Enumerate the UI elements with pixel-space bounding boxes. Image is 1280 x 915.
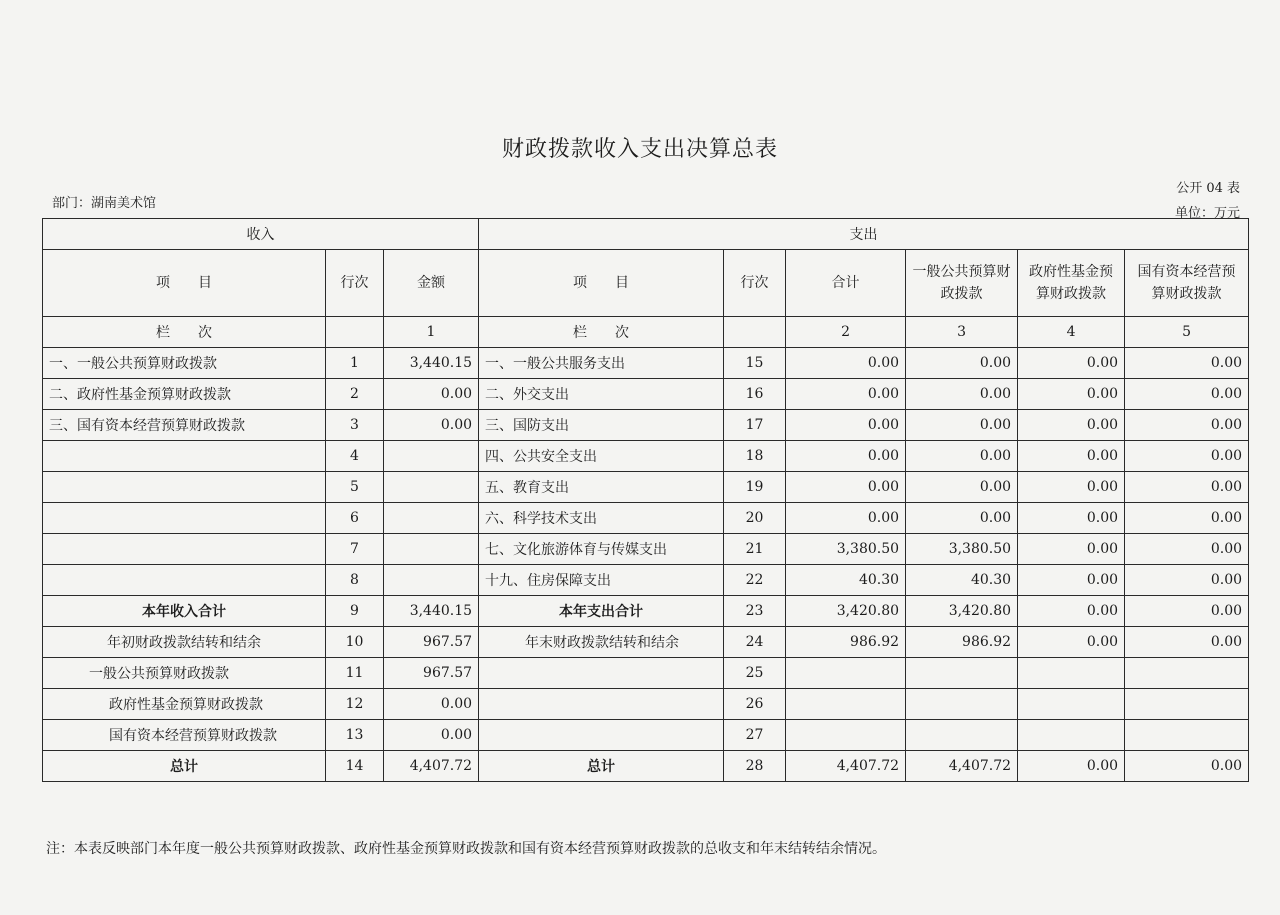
income-row-no: 4: [326, 441, 384, 472]
income-item: [43, 441, 326, 472]
fund-budget-value: 0.00: [1018, 379, 1125, 410]
income-item: 三、国有资本经营预算财政拨款: [43, 410, 326, 441]
expense-lanci-label: 栏 次: [479, 317, 724, 348]
fund-budget-value: 0.00: [1018, 565, 1125, 596]
expense-item: [479, 689, 724, 720]
expense-row-no: 27: [724, 720, 786, 751]
expense-row-no: 17: [724, 410, 786, 441]
expense-item: 年末财政拨款结转和结余: [479, 627, 724, 658]
expense-total: 0.00: [786, 348, 906, 379]
footnote: 注：本表反映部门本年度一般公共预算财政拨款、政府性基金预算财政拨款和国有资本经营预算财政拨款的总收支和年末结转结余情况。: [46, 841, 886, 857]
general-budget-value: 0.00: [906, 441, 1018, 472]
general-budget-value: [906, 720, 1018, 751]
fund-budget-value: 0.00: [1018, 534, 1125, 565]
general-budget-value: 0.00: [906, 503, 1018, 534]
expense-total: 3,420.80: [786, 596, 906, 627]
income-item: 二、政府性基金预算财政拨款: [43, 379, 326, 410]
expense-row-no: 24: [724, 627, 786, 658]
income-item: 本年收入合计: [43, 596, 326, 627]
state-capital-value: 0.00: [1125, 751, 1249, 782]
expense-row-no: 28: [724, 751, 786, 782]
general-budget-value: 0.00: [906, 472, 1018, 503]
table-row: [43, 689, 1249, 720]
state-capital-value: [1125, 720, 1249, 751]
expense-item: 五、教育支出: [479, 472, 724, 503]
general-budget-value: 0.00: [906, 379, 1018, 410]
income-row-no: 8: [326, 565, 384, 596]
expense-total: 986.92: [786, 627, 906, 658]
income-item: 政府性基金预算财政拨款: [43, 689, 326, 720]
table-row: [43, 720, 1249, 751]
table-row: [43, 379, 1249, 410]
table-row: [43, 596, 1249, 627]
income-amount: 3,440.15: [384, 348, 479, 379]
income-row-no: 1: [326, 348, 384, 379]
table-row: [43, 658, 1249, 689]
expense-section-header: 支出: [479, 219, 1249, 250]
expense-item: 六、科学技术支出: [479, 503, 724, 534]
expense-total: 3,380.50: [786, 534, 906, 565]
expense-row-no: 21: [724, 534, 786, 565]
income-lanci-label: 栏 次: [43, 317, 326, 348]
expense-row-no: 15: [724, 348, 786, 379]
document-title: 财政拨款收入支出决算总表: [501, 137, 778, 162]
state-capital-value: 0.00: [1125, 410, 1249, 441]
fund-budget-value: [1018, 689, 1125, 720]
income-item: 总计: [43, 751, 326, 782]
general-budget-value: 4,407.72: [906, 751, 1018, 782]
expense-item-header: 项 目: [479, 250, 724, 317]
fund-budget-value: 0.00: [1018, 751, 1125, 782]
col-index-4: 4: [1018, 317, 1125, 348]
fund-budget-header: 政府性基金预算财政拨款: [1018, 250, 1125, 317]
expense-row-no: 16: [724, 379, 786, 410]
form-number: 公开 04 表: [1176, 181, 1240, 196]
income-item: [43, 503, 326, 534]
fund-budget-value: 0.00: [1018, 472, 1125, 503]
col-index-5: 5: [1125, 317, 1249, 348]
income-item: 一般公共预算财政拨款: [43, 658, 326, 689]
general-budget-value: [906, 689, 1018, 720]
expense-row-no: 20: [724, 503, 786, 534]
income-row-no: 9: [326, 596, 384, 627]
expense-total-header: 合计: [786, 250, 906, 317]
expense-total: 0.00: [786, 441, 906, 472]
income-amount: [384, 534, 479, 565]
expense-item: 十九、住房保障支出: [479, 565, 724, 596]
state-capital-value: 0.00: [1125, 472, 1249, 503]
expense-total: 4,407.72: [786, 751, 906, 782]
income-row-no: 12: [326, 689, 384, 720]
general-budget-value: 3,420.80: [906, 596, 1018, 627]
income-amount: [384, 503, 479, 534]
fund-budget-value: 0.00: [1018, 503, 1125, 534]
expense-row-no-header: 行次: [724, 250, 786, 317]
income-section-header: 收入: [43, 219, 479, 250]
state-capital-header: 国有资本经营预算财政拨款: [1125, 250, 1249, 317]
income-amount: 0.00: [384, 720, 479, 751]
state-capital-value: 0.00: [1125, 503, 1249, 534]
table-row: [43, 348, 1249, 379]
income-row-no: 13: [326, 720, 384, 751]
income-row-no: 7: [326, 534, 384, 565]
income-amount: [384, 441, 479, 472]
expense-total: 0.00: [786, 410, 906, 441]
expense-total: [786, 658, 906, 689]
expense-item: [479, 658, 724, 689]
general-budget-value: 40.30: [906, 565, 1018, 596]
income-item: [43, 534, 326, 565]
state-capital-value: [1125, 658, 1249, 689]
income-row-no: 2: [326, 379, 384, 410]
general-budget-value: 0.00: [906, 410, 1018, 441]
expense-total: 0.00: [786, 472, 906, 503]
state-capital-value: [1125, 689, 1249, 720]
table-row: [43, 627, 1249, 658]
empty-cell: [724, 317, 786, 348]
table-row: [43, 751, 1249, 782]
income-amount: 967.57: [384, 627, 479, 658]
expense-total: [786, 689, 906, 720]
unit-label: 单位：万元: [1174, 206, 1240, 221]
general-budget-header: 一般公共预算财政拨款: [906, 250, 1018, 317]
income-row-no-header: 行次: [326, 250, 384, 317]
state-capital-value: 0.00: [1125, 379, 1249, 410]
table-row: [43, 503, 1249, 534]
fund-budget-value: 0.00: [1018, 627, 1125, 658]
general-budget-value: 3,380.50: [906, 534, 1018, 565]
expense-item: 三、国防支出: [479, 410, 724, 441]
state-capital-value: 0.00: [1125, 534, 1249, 565]
income-row-no: 3: [326, 410, 384, 441]
income-item: [43, 565, 326, 596]
income-amount: 0.00: [384, 689, 479, 720]
empty-cell: [326, 317, 384, 348]
expense-item: 七、文化旅游体育与传媒支出: [479, 534, 724, 565]
expense-item: [479, 720, 724, 751]
expense-total: 40.30: [786, 565, 906, 596]
income-amount: [384, 565, 479, 596]
fund-budget-value: 0.00: [1018, 348, 1125, 379]
col-index-1: 1: [384, 317, 479, 348]
expense-item: 总计: [479, 751, 724, 782]
general-budget-value: 986.92: [906, 627, 1018, 658]
fund-budget-value: 0.00: [1018, 596, 1125, 627]
income-row-no: 10: [326, 627, 384, 658]
fund-budget-value: 0.00: [1018, 441, 1125, 472]
table-row: [43, 565, 1249, 596]
expense-row-no: 26: [724, 689, 786, 720]
expense-row-no: 18: [724, 441, 786, 472]
income-row-no: 11: [326, 658, 384, 689]
col-index-3: 3: [906, 317, 1018, 348]
table-row: [43, 472, 1249, 503]
income-amount: 0.00: [384, 410, 479, 441]
expense-row-no: 19: [724, 472, 786, 503]
fund-budget-value: [1018, 720, 1125, 751]
income-row-no: 6: [326, 503, 384, 534]
income-row-no: 14: [326, 751, 384, 782]
expense-item: 一、一般公共服务支出: [479, 348, 724, 379]
expense-item: 二、外交支出: [479, 379, 724, 410]
income-item: 国有资本经营预算财政拨款: [43, 720, 326, 751]
general-budget-value: 0.00: [906, 348, 1018, 379]
state-capital-value: 0.00: [1125, 348, 1249, 379]
state-capital-value: 0.00: [1125, 596, 1249, 627]
budget-summary-table: [42, 218, 1249, 782]
expense-item: 四、公共安全支出: [479, 441, 724, 472]
income-amount: 4,407.72: [384, 751, 479, 782]
income-amount: 967.57: [384, 658, 479, 689]
col-index-2: 2: [786, 317, 906, 348]
expense-total: 0.00: [786, 503, 906, 534]
expense-total: 0.00: [786, 379, 906, 410]
table-row: [43, 534, 1249, 565]
income-row-no: 5: [326, 472, 384, 503]
expense-row-no: 25: [724, 658, 786, 689]
general-budget-value: [906, 658, 1018, 689]
income-amount-header: 金额: [384, 250, 479, 317]
income-item: 年初财政拨款结转和结余: [43, 627, 326, 658]
table-row: [43, 441, 1249, 472]
income-amount: [384, 472, 479, 503]
table-row: [43, 410, 1249, 441]
income-item: 一、一般公共预算财政拨款: [43, 348, 326, 379]
income-item-header: 项 目: [43, 250, 326, 317]
fund-budget-value: 0.00: [1018, 410, 1125, 441]
expense-row-no: 23: [724, 596, 786, 627]
expense-total: [786, 720, 906, 751]
income-amount: 3,440.15: [384, 596, 479, 627]
expense-row-no: 22: [724, 565, 786, 596]
expense-item: 本年支出合计: [479, 596, 724, 627]
income-item: [43, 472, 326, 503]
income-amount: 0.00: [384, 379, 479, 410]
fund-budget-value: [1018, 658, 1125, 689]
state-capital-value: 0.00: [1125, 565, 1249, 596]
department-label: 部门：湖南美术馆: [52, 196, 157, 211]
state-capital-value: 0.00: [1125, 441, 1249, 472]
state-capital-value: 0.00: [1125, 627, 1249, 658]
